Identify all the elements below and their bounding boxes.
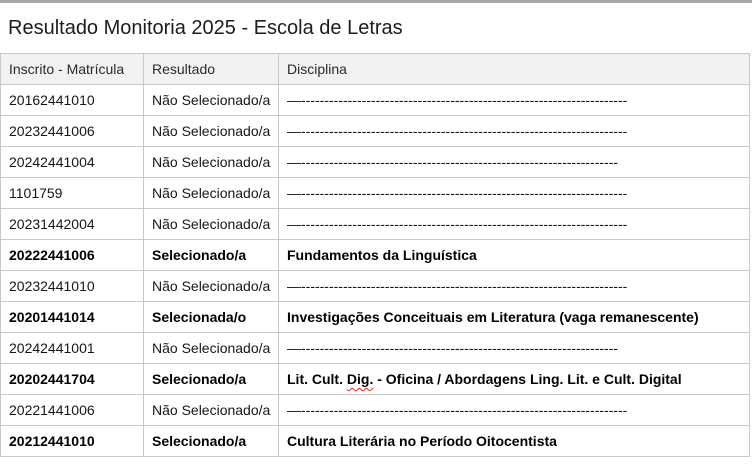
- matricula-cell: 20212441010: [1, 426, 144, 457]
- matricula-cell: 20232441010: [1, 271, 144, 302]
- page-title: Resultado Monitoria 2025 - Escola de Letras: [8, 17, 403, 39]
- matricula-cell: 20202441704: [1, 364, 144, 395]
- disciplina-cell: Lit. Cult. Dig. - Oficina / Abordagens Ling. Lit. e Cult. Digital: [279, 364, 750, 395]
- table-row: [1, 395, 750, 426]
- resultado-cell: Não Selecionado/a: [144, 147, 279, 178]
- disciplina-cell: —--------------------------------------------------------------------: [279, 147, 750, 178]
- table-row: [1, 364, 750, 395]
- matricula-cell: 20221441006: [1, 395, 144, 426]
- disciplina-cell: Cultura Literária no Período Oitocentista: [279, 426, 750, 457]
- table-row: [1, 116, 750, 147]
- disciplina-cell: —----------------------------------------------------------------------: [279, 116, 750, 147]
- matricula-cell: 1101759: [1, 178, 144, 209]
- table-row: [1, 426, 750, 457]
- disciplina-cell: —----------------------------------------------------------------------: [279, 209, 750, 240]
- resultado-cell: Selecionado/a: [144, 426, 279, 457]
- table-row: [1, 178, 750, 209]
- matricula-cell: 20162441010: [1, 85, 144, 116]
- disciplina-cell: Fundamentos da Linguística: [279, 240, 750, 271]
- disciplina-cell: —--------------------------------------------------------------------: [279, 333, 750, 364]
- matricula-cell: 20232441006: [1, 116, 144, 147]
- resultado-cell: Não Selecionado/a: [144, 178, 279, 209]
- table-row: [1, 209, 750, 240]
- disciplina-cell: —----------------------------------------------------------------------: [279, 178, 750, 209]
- table-row: [1, 271, 750, 302]
- misspelled-word: Dig.: [346, 371, 374, 387]
- disciplina-cell: —----------------------------------------------------------------------: [279, 395, 750, 426]
- table-header-row: [1, 54, 750, 85]
- disciplina-cell: Investigações Conceituais em Literatura (vaga remanescente): [279, 302, 750, 333]
- resultado-cell: Selecionada/o: [144, 302, 279, 333]
- resultado-cell: Não Selecionado/a: [144, 85, 279, 116]
- table-row: [1, 147, 750, 178]
- table-row: [1, 85, 750, 116]
- resultado-cell: Selecionado/a: [144, 240, 279, 271]
- table-row: [1, 302, 750, 333]
- resultado-cell: Não Selecionado/a: [144, 333, 279, 364]
- matricula-cell: 20242441004: [1, 147, 144, 178]
- header-matricula: Inscrito - Matrícula: [1, 54, 144, 85]
- resultado-cell: Não Selecionado/a: [144, 116, 279, 147]
- resultado-cell: Não Selecionado/a: [144, 271, 279, 302]
- disciplina-cell: —----------------------------------------------------------------------: [279, 85, 750, 116]
- resultado-cell: Não Selecionado/a: [144, 209, 279, 240]
- resultado-cell: Selecionado/a: [144, 364, 279, 395]
- matricula-cell: 20222441006: [1, 240, 144, 271]
- header-disciplina: Disciplina: [279, 54, 750, 85]
- table-row: [1, 333, 750, 364]
- header-resultado: Resultado: [144, 54, 279, 85]
- matricula-cell: 20201441014: [1, 302, 144, 333]
- table-body: [1, 85, 750, 457]
- disciplina-cell: —----------------------------------------------------------------------: [279, 271, 750, 302]
- matricula-cell: 20231442004: [1, 209, 144, 240]
- matricula-cell: 20242441001: [1, 333, 144, 364]
- results-table: [0, 53, 750, 457]
- resultado-cell: Não Selecionado/a: [144, 395, 279, 426]
- table-row: [1, 240, 750, 271]
